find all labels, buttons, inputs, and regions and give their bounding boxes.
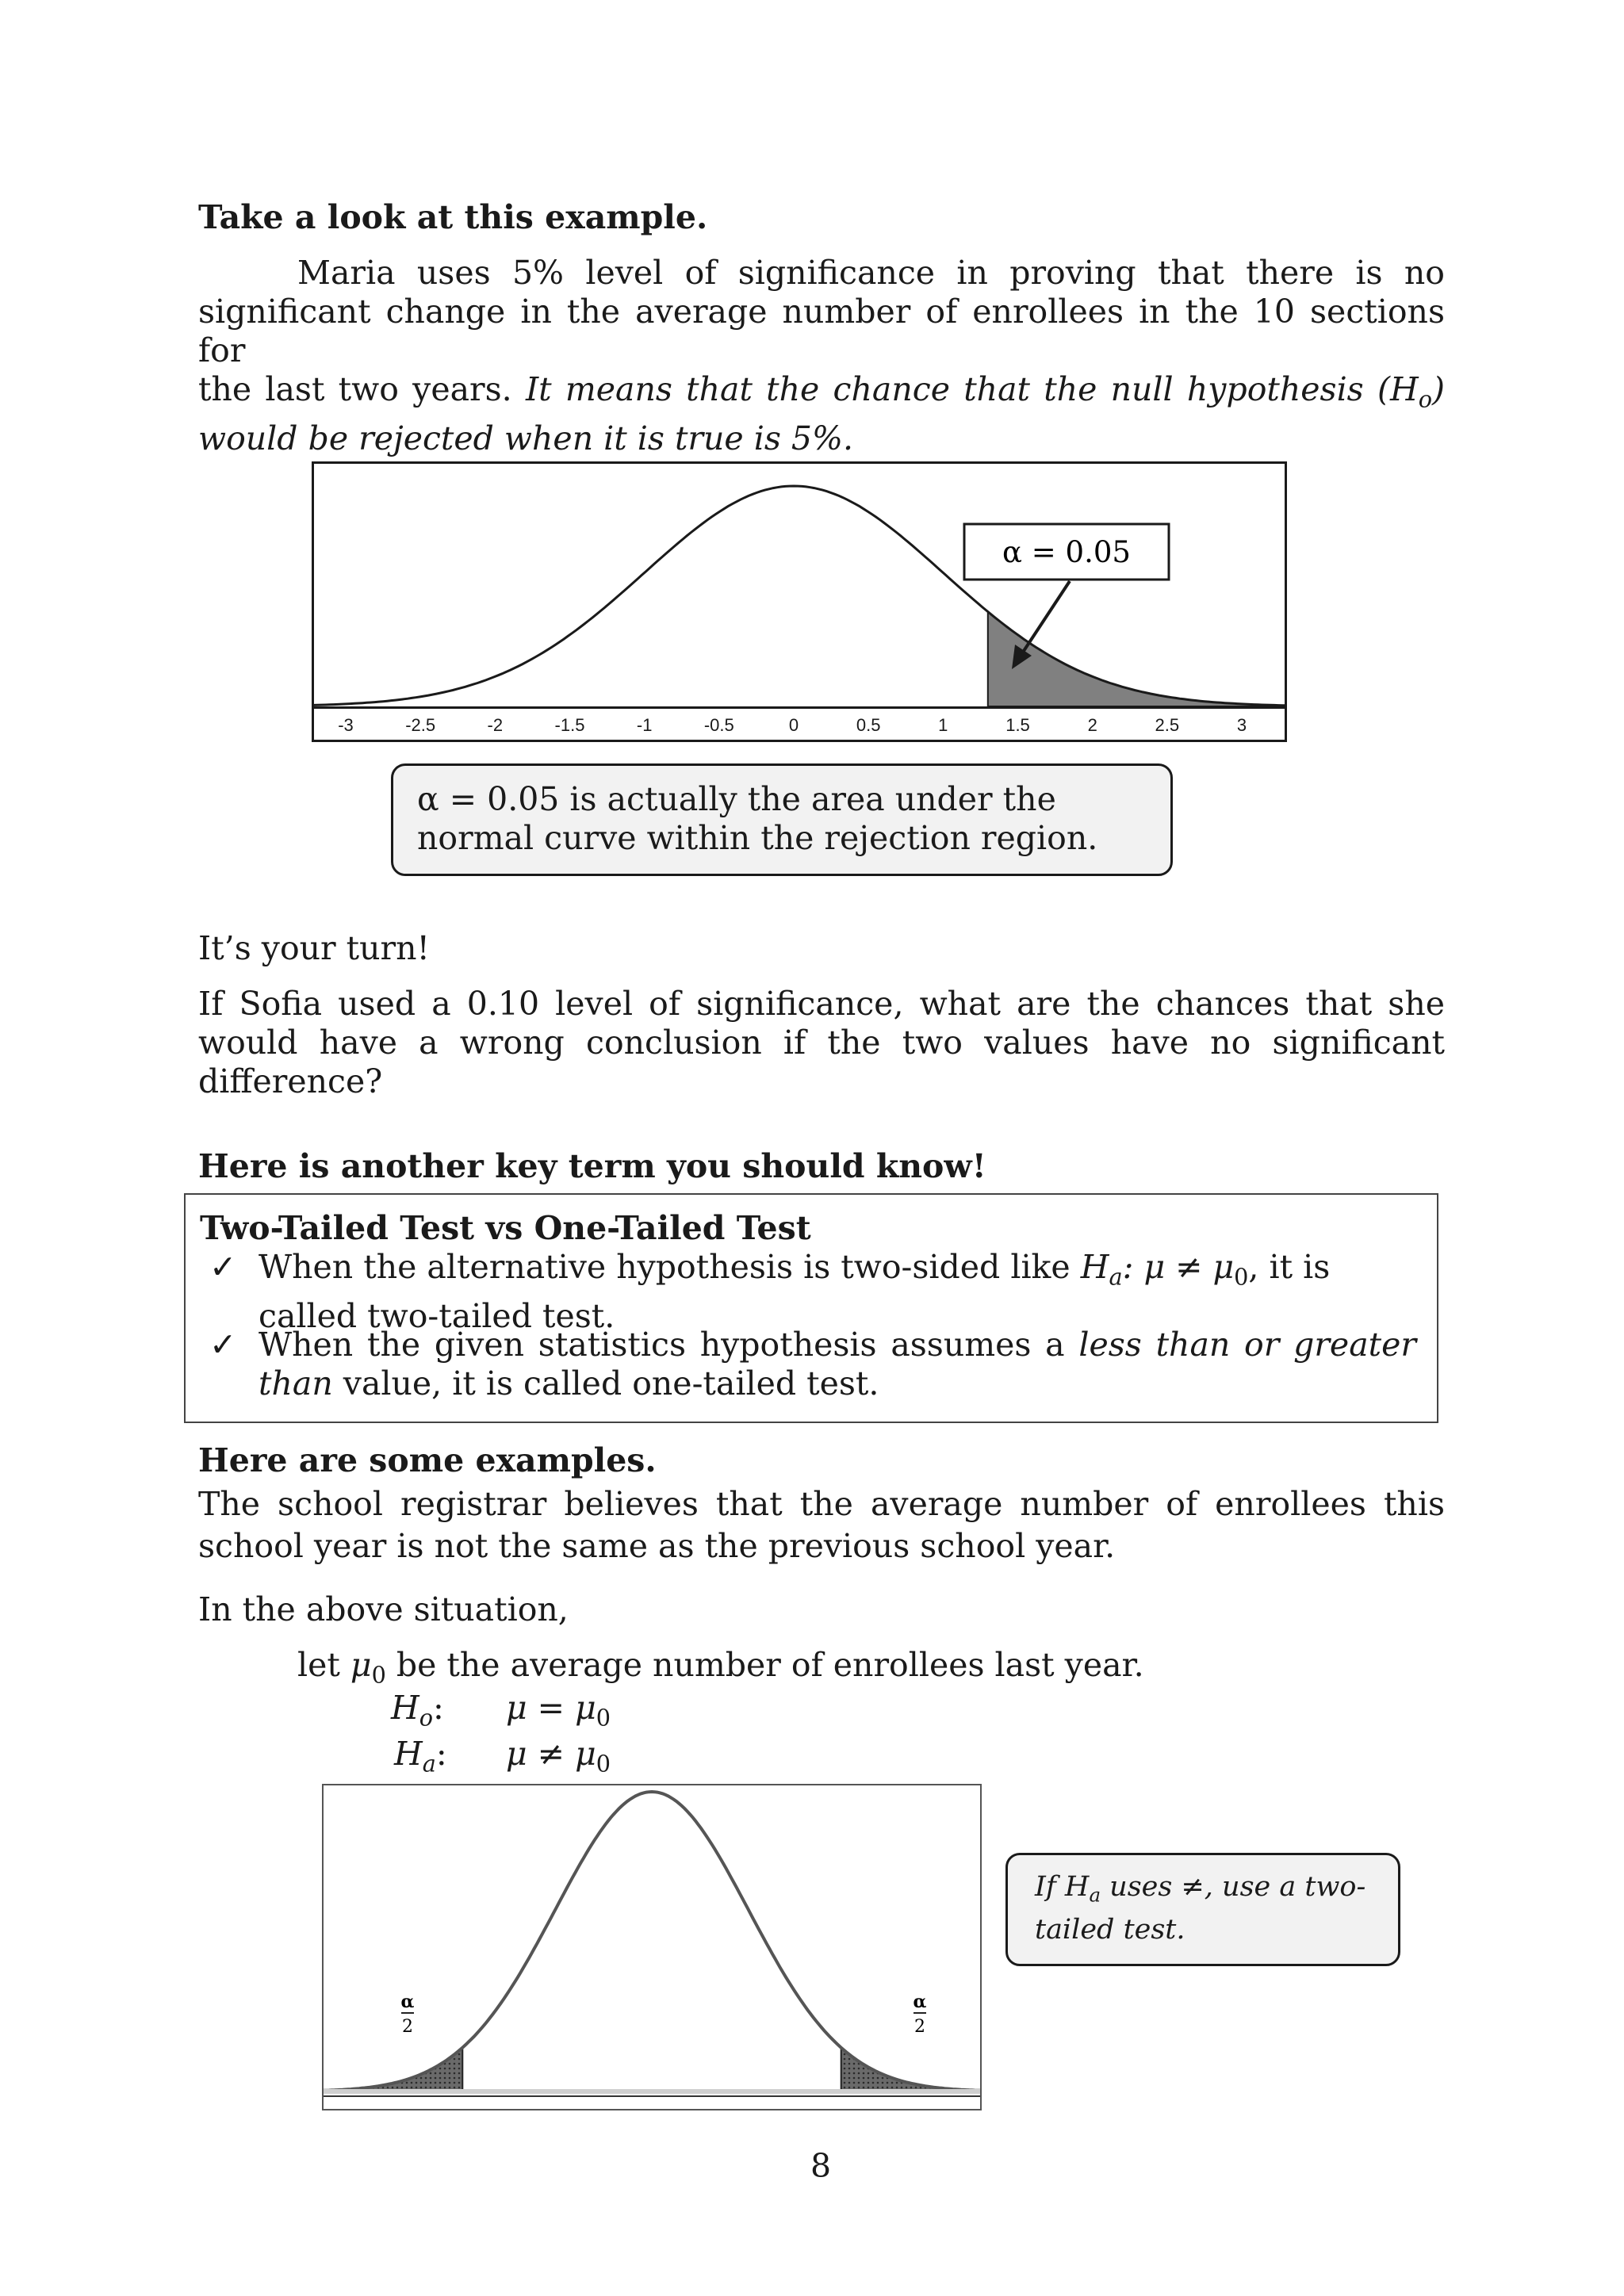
two-tailed-curve-svg xyxy=(324,1785,980,2109)
example-line-2: significant change in the average number of enrollees in the 10 sections for xyxy=(198,293,1445,369)
alternative-hypothesis-expr: $\mu \ne \mu_0$ xyxy=(506,1735,611,1777)
examples-line-1: The school registrar believes that the average number of enrollees this xyxy=(198,1485,1445,1523)
alternative-hypothesis: $H_a$: xyxy=(394,1735,447,1777)
right-tail-denominator: 2 xyxy=(914,2017,925,2037)
alpha-note-box xyxy=(391,763,1173,876)
key-term-title: Two-Tailed Test vs One-Tailed Test xyxy=(200,1209,811,1247)
example-line-3-italic: It means that the chance that the null hypothesis (H xyxy=(525,370,1419,408)
one-tailed-curve-svg xyxy=(314,464,1285,740)
page-number: 8 xyxy=(810,2147,832,2185)
examples-line-2: school year is not the same as the previous school year. xyxy=(198,1527,1116,1565)
two-tailed-curve-line xyxy=(324,1792,980,2091)
normal-curve-line xyxy=(314,486,1285,706)
key-term-item-1-line-1: When the alternative hypothesis is two-sided like $H_a$: $\mu \ne \mu_0$, it is xyxy=(259,1248,1331,1291)
alpha-note-line-1: α = 0.05 is actually the area under the xyxy=(417,780,1056,818)
two-tail-note-line-2: tailed test. xyxy=(1035,1914,1185,1946)
alpha-arrow-line xyxy=(1024,581,1070,651)
null-hypothesis-subscript: o xyxy=(1418,385,1432,413)
example-line-3-plain: the last two years. xyxy=(198,370,512,408)
x-tick-label: -2 xyxy=(487,715,504,735)
null-hypothesis: $H_o$: xyxy=(391,1689,444,1732)
rejection-region-shade xyxy=(988,612,1285,706)
turn-line-2: would have a wrong conclusion if the two values have no significant xyxy=(198,1024,1445,1062)
situation-line: In the above situation, xyxy=(198,1590,569,1628)
x-axis-bar xyxy=(314,706,1285,740)
x-tick-label: -2.5 xyxy=(405,715,436,735)
x-tick-label: 2 xyxy=(1087,715,1097,735)
key-term-box xyxy=(184,1193,1438,1423)
alpha-label-text: α = 0.05 xyxy=(1002,535,1131,569)
check-icon: ✓ xyxy=(209,1248,237,1286)
key-term-heading: Here is another key term you should know! xyxy=(198,1147,986,1185)
left-tail-denominator: 2 xyxy=(402,2017,413,2037)
example-line-3-close: ) xyxy=(1431,370,1445,408)
x-tick-label: 0 xyxy=(788,715,799,735)
x-tick-label: -3 xyxy=(338,715,354,735)
x-tick-label: -1.5 xyxy=(554,715,585,735)
example-line-3 xyxy=(198,370,1445,419)
key-term-item-2-line-2: than value, it is called one-tailed test. xyxy=(259,1364,879,1402)
turn-line-1: If Sofia used a 0.10 level of significance, what are the chances that she xyxy=(198,985,1445,1023)
two-tail-note-box xyxy=(1005,1853,1400,1966)
x-tick-label: -1 xyxy=(636,715,653,735)
example-line-1: Maria uses 5% level of significance in proving that there is no xyxy=(297,254,1445,292)
x-tick-label: -0.5 xyxy=(703,715,734,735)
turn-line-3: difference? xyxy=(198,1062,383,1100)
one-tailed-figure xyxy=(312,461,1287,742)
x-tick-label: 3 xyxy=(1236,715,1247,735)
left-tail-shade xyxy=(324,2048,462,2091)
x-tick-label: 2.5 xyxy=(1155,715,1180,735)
let-line: let $\mu_0$ be the average number of enrollees last year. xyxy=(297,1646,1144,1689)
examples-heading: Here are some examples. xyxy=(198,1441,657,1479)
alpha-note-line-2: normal curve within the rejection region. xyxy=(417,819,1098,857)
example-heading: Take a look at this example. xyxy=(198,198,708,236)
left-tail-alpha: α xyxy=(400,1992,415,2012)
x-tick-label: 1 xyxy=(938,715,948,735)
key-term-item-1 xyxy=(259,1248,1416,1336)
example-line-4: would be rejected when it is true is 5%. xyxy=(198,419,853,457)
example-paragraph xyxy=(198,254,1445,458)
two-tailed-figure xyxy=(322,1784,982,2110)
check-icon: ✓ xyxy=(209,1326,237,1364)
examples-paragraph xyxy=(198,1483,1445,1567)
key-term-item-2-line-1: When the given statistics hypothesis assumes a less than or greater xyxy=(259,1326,1416,1364)
x-tick-label: 1.5 xyxy=(1005,715,1030,735)
x-tick-label: 0.5 xyxy=(856,715,881,735)
turn-paragraph xyxy=(198,985,1445,1101)
right-tail-alpha: α xyxy=(913,1992,927,2012)
key-term-item-2 xyxy=(259,1326,1416,1403)
turn-heading: It’s your turn! xyxy=(198,929,431,967)
right-tail-shade xyxy=(841,2048,980,2091)
two-tail-note-line-1: If $H_a$ uses ≠, use a two- xyxy=(1035,1871,1366,1907)
null-hypothesis-expr: $\mu = \mu_0$ xyxy=(506,1689,611,1732)
key-term-item-1-line-2: called two-tailed test. xyxy=(259,1296,615,1335)
